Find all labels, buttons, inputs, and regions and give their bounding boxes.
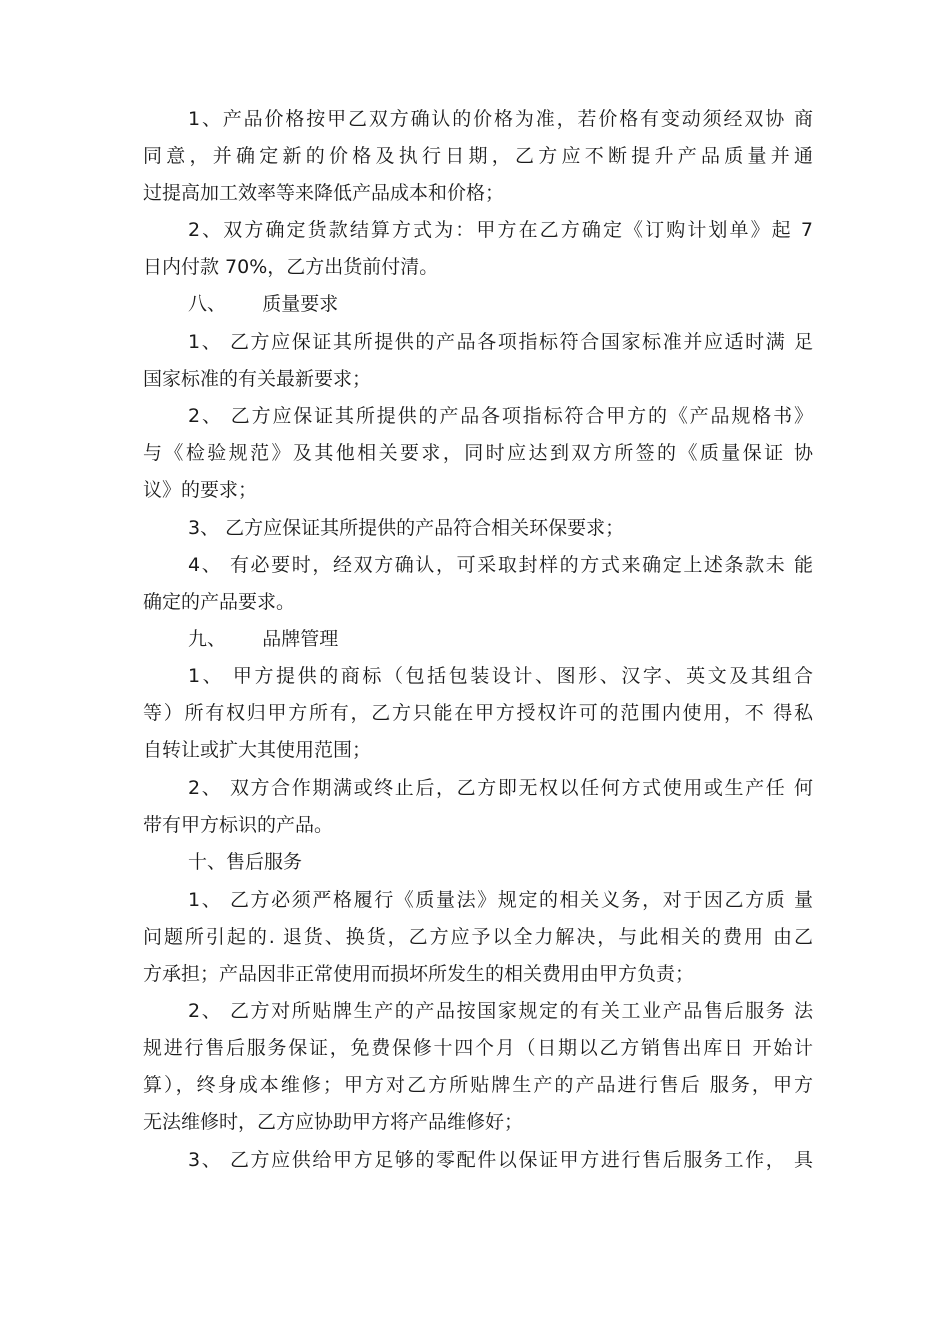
quality-clause-4-line-2: 确定的产品要求。 [143,591,296,613]
after-sales-clause-1-line-1: 1、 乙方必须严格履行《质量法》规定的相关义务，对于因乙方质 量 [188,889,813,911]
section-heading-brand: 九、 品牌管理 [188,628,339,650]
after-sales-clause-3-line-1: 3、 乙方应供给甲方足够的零配件以保证甲方进行售后服务工作， 具 [188,1149,813,1171]
payment-clause-line-1: 2、双方确定货款结算方式为：甲方在乙方确定《订购计划单》起 7 [188,219,813,241]
quality-clause-1-line-1: 1、 乙方应保证其所提供的产品各项指标符合国家标准并应适时满 足 [188,331,813,353]
quality-clause-2-line-2: 与《检验规范》及其他相关要求，同时应达到双方所签的《质量保证 协 [143,442,813,464]
section-heading-quality: 八、 质量要求 [188,293,339,315]
after-sales-clause-1-line-2: 问题所引起的. 退货、换货，乙方应予以全力解决，与此相关的费用 由乙 [143,926,813,948]
payment-clause-line-2: 日内付款 70%，乙方出货前付清。 [143,256,439,278]
section-heading-after-sales: 十、售后服务 [188,851,303,873]
quality-clause-2-line-1: 2、 乙方应保证其所提供的产品各项指标符合甲方的《产品规格书》 [188,405,813,427]
after-sales-clause-2-line-3: 算），终身成本维修；甲方对乙方所贴牌生产的产品进行售后 服务，甲方 [143,1074,813,1096]
brand-clause-1-line-3: 自转让或扩大其使用范围； [143,739,372,761]
brand-clause-2-line-2: 带有甲方标识的产品。 [143,814,334,836]
quality-clause-2-line-3: 议》的要求； [143,479,258,501]
after-sales-clause-2-line-4: 无法维修时，乙方应协助甲方将产品维修好； [143,1111,524,1133]
after-sales-clause-1-line-3: 方承担；产品因非正常使用而损坏所发生的相关费用由甲方负责； [143,963,695,985]
after-sales-clause-2-line-1: 2、 乙方对所贴牌生产的产品按国家规定的有关工业产品售后服务 法 [188,1000,813,1022]
brand-clause-1-line-1: 1、 甲方提供的商标（包括包装设计、图形、汉字、英文及其组合 [188,665,813,687]
after-sales-clause-2-line-2: 规进行售后服务保证，免费保修十四个月（日期以乙方销售出库日 开始计 [143,1037,813,1059]
price-clause-1-line-2: 同意，并确定新的价格及执行日期，乙方应不断提升产品质量并通 [143,145,813,167]
brand-clause-1-line-2: 等）所有权归甲方所有，乙方只能在甲方授权许可的范围内使用，不 得私 [143,702,813,724]
brand-clause-2-line-1: 2、 双方合作期满或终止后，乙方即无权以任何方式使用或生产任 何 [188,777,813,799]
quality-clause-1-line-2: 国家标准的有关最新要求； [143,368,372,390]
quality-clause-4-line-1: 4、 有必要时，经双方确认，可采取封样的方式来确定上述条款未 能 [188,554,813,576]
quality-clause-3: 3、 乙方应保证其所提供的产品符合相关环保要求； [188,517,625,539]
price-clause-1-line-3: 过提高加工效率等来降低产品成本和价格； [143,182,505,204]
price-clause-1-line-1: 1、产品价格按甲乙双方确认的价格为准，若价格有变动须经双协 商 [188,108,813,130]
